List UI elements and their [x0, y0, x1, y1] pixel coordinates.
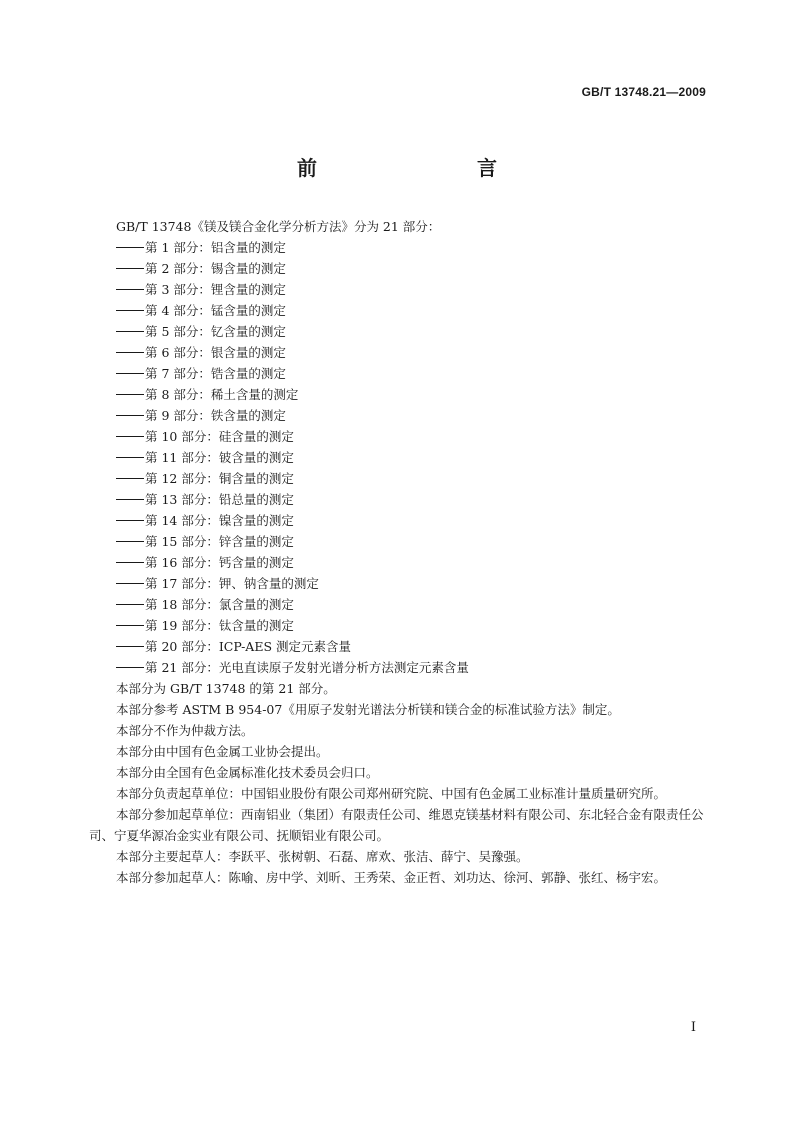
- dash-mark: [116, 247, 144, 248]
- dash-mark: [116, 394, 144, 395]
- dash-mark: [116, 625, 144, 626]
- standard-code: GB/T 13748.21—2009: [581, 85, 706, 99]
- paragraph: 本部分主要起草人：李跃平、张树朝、石磊、席欢、张洁、薛宁、吴豫强。: [116, 849, 529, 864]
- dash-mark: [116, 457, 144, 458]
- dash-mark: [116, 667, 144, 668]
- list-item: 第 11 部分：铍含量的测定: [89, 447, 707, 468]
- list-item: 第 3 部分：锂含量的测定: [89, 279, 707, 300]
- paragraph: 本部分参加起草单位：西南铝业（集团）有限责任公司、维恩克镁基材料有限公司、东北轻合金有限责任公司、宁夏华源冶金实业有限公司、抚顺铝业有限公司。: [89, 807, 704, 843]
- dash-mark: [116, 436, 144, 437]
- dash-mark: [116, 289, 144, 290]
- list-item: 第 21 部分：光电直读原子发射光谱分析方法测定元素含量: [89, 657, 707, 678]
- list-item: 第 10 部分：硅含量的测定: [89, 426, 707, 447]
- paragraph: 本部分参考 ASTM B 954-07《用原子发射光谱法分析镁和镁合金的标准试验方法》制定。: [116, 702, 620, 717]
- paragraph: 本部分不作为仲裁方法。: [116, 723, 254, 738]
- list-item: 第 15 部分：锌含量的测定: [89, 531, 707, 552]
- parts-list: [89, 237, 707, 678]
- dash-mark: [116, 499, 144, 500]
- list-item: 第 12 部分：铜含量的测定: [89, 468, 707, 489]
- intro-paragraph: GB/T 13748《镁及镁合金化学分析方法》分为 21 部分：: [116, 219, 441, 234]
- dash-mark: [116, 268, 144, 269]
- dash-mark: [116, 352, 144, 353]
- list-item: 第 1 部分：铝含量的测定: [89, 237, 707, 258]
- list-item: 第 8 部分：稀土含量的测定: [89, 384, 707, 405]
- paragraph: 本部分负责起草单位：中国铝业股份有限公司郑州研究院、中国有色金属工业标准计量质量研究所。: [116, 786, 667, 801]
- list-item: 第 17 部分：钾、钠含量的测定: [89, 573, 707, 594]
- dash-mark: [116, 478, 144, 479]
- dash-mark: [116, 373, 144, 374]
- foreword-body: [89, 216, 707, 888]
- page-title: 前 言: [297, 156, 537, 180]
- paragraph: 本部分为 GB/T 13748 的第 21 部分。: [116, 681, 336, 696]
- list-item: 第 14 部分：镍含量的测定: [89, 510, 707, 531]
- list-item: 第 9 部分：铁含量的测定: [89, 405, 707, 426]
- dash-mark: [116, 604, 144, 605]
- dash-mark: [116, 646, 144, 647]
- dash-mark: [116, 415, 144, 416]
- list-item: 第 13 部分：铅总量的测定: [89, 489, 707, 510]
- paragraph: 本部分由全国有色金属标准化技术委员会归口。: [116, 765, 379, 780]
- list-item: 第 16 部分：钙含量的测定: [89, 552, 707, 573]
- list-item: 第 6 部分：银含量的测定: [89, 342, 707, 363]
- list-item: 第 20 部分：ICP-AES 测定元素含量: [89, 636, 707, 657]
- list-item: 第 18 部分：氯含量的测定: [89, 594, 707, 615]
- dash-mark: [116, 562, 144, 563]
- paragraph: 本部分由中国有色金属工业协会提出。: [116, 744, 329, 759]
- dash-mark: [116, 583, 144, 584]
- paragraph: 本部分参加起草人：陈喻、房中学、刘昕、王秀荣、金正哲、刘功达、徐河、郭静、张红、杨宇宏。: [116, 870, 667, 885]
- page-number: I: [690, 1020, 696, 1035]
- dash-mark: [116, 310, 144, 311]
- list-item: 第 4 部分：锰含量的测定: [89, 300, 707, 321]
- list-item: 第 5 部分：钇含量的测定: [89, 321, 707, 342]
- dash-mark: [116, 541, 144, 542]
- list-item: 第 19 部分：钛含量的测定: [89, 615, 707, 636]
- list-item: 第 7 部分：锆含量的测定: [89, 363, 707, 384]
- dash-mark: [116, 331, 144, 332]
- dash-mark: [116, 520, 144, 521]
- list-item: 第 2 部分：锡含量的测定: [89, 258, 707, 279]
